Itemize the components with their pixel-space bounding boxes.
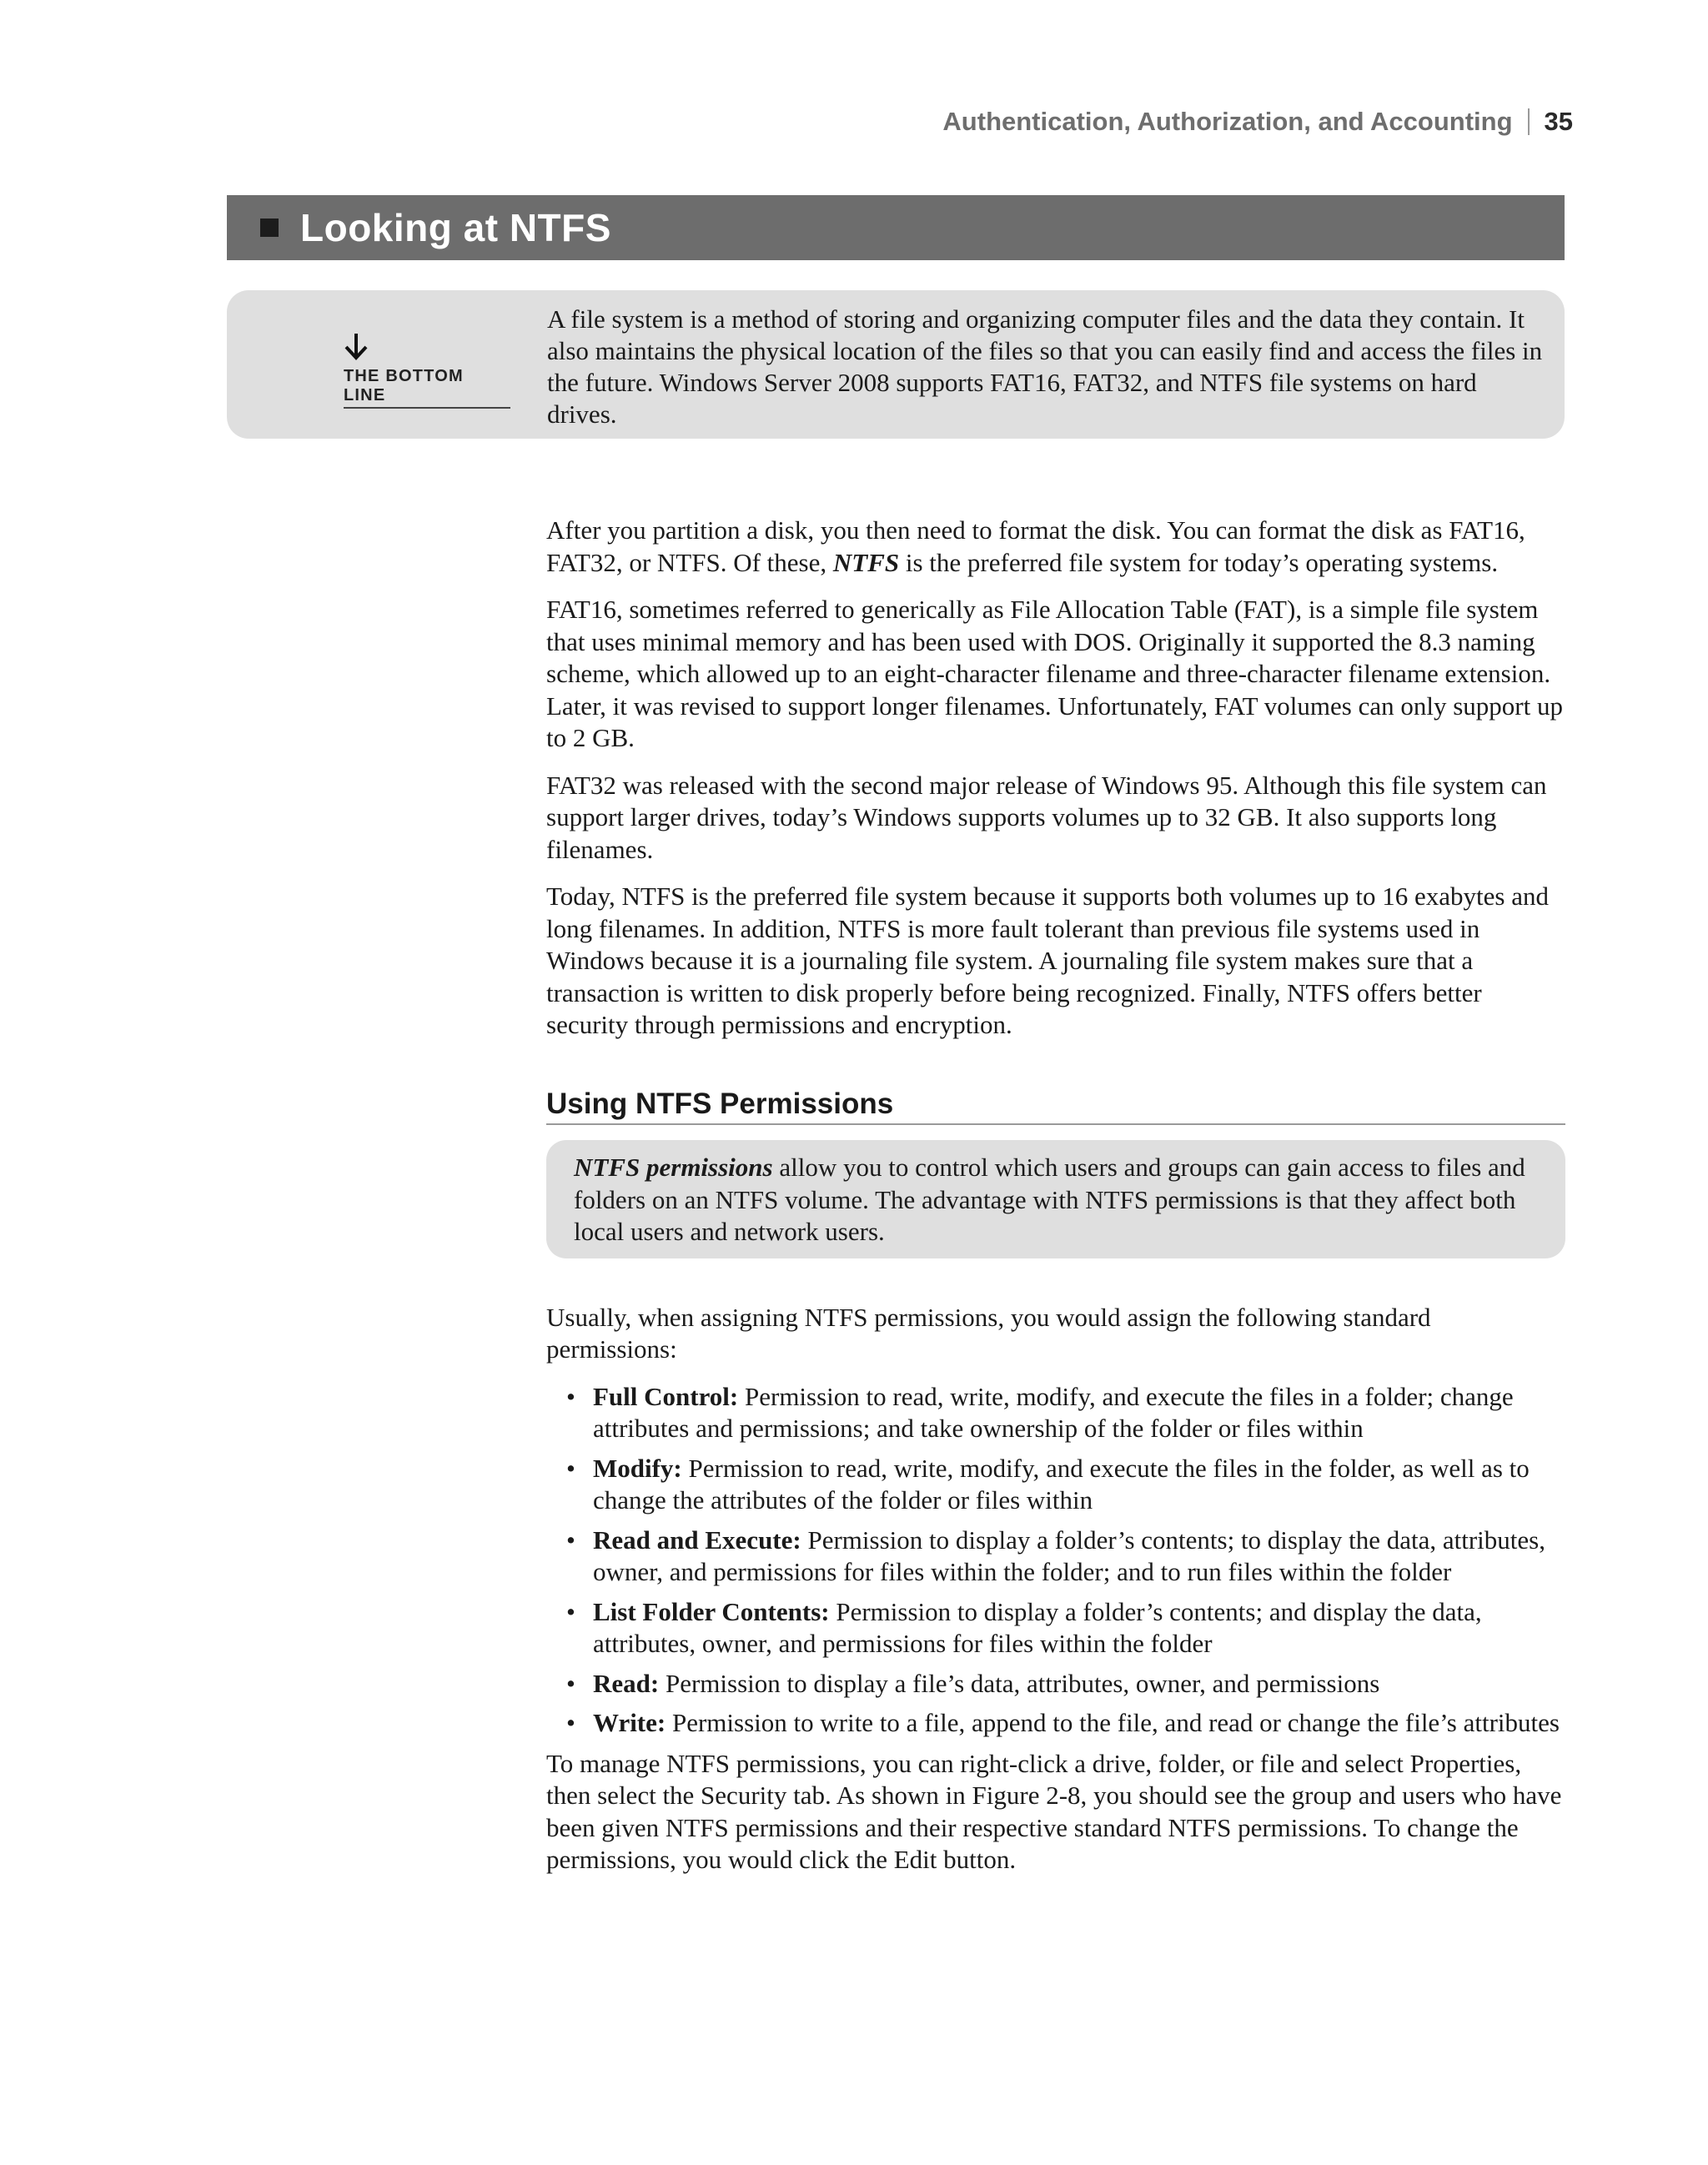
bullet-icon: • bbox=[566, 1668, 575, 1698]
section-title: Looking at NTFS bbox=[300, 206, 611, 249]
list-text: Permission to read, write, modify, and execute the files in the folder, as well as to change the attributes of the folder or files within bbox=[593, 1453, 1530, 1514]
running-title: Authentication, Authorization, and Accounting bbox=[942, 107, 1513, 136]
bullet-icon: • bbox=[566, 1525, 575, 1555]
paragraph: FAT32 was released with the second major release of Windows 95. Although this file system can support larger drives, today’s Windows supports volumes up to 32 GB. It also supports long filenames. bbox=[546, 770, 1547, 864]
list-text: Permission to read, write, modify, and execute the files in a folder; change attributes and permissions; and take ownership of the folder or files within bbox=[593, 1381, 1514, 1443]
permissions-list bbox=[546, 1381, 1565, 1740]
running-header bbox=[942, 107, 1573, 137]
list-item bbox=[566, 1381, 1565, 1445]
list-text: Permission to display a folder’s contents; to display the data, attributes, owner, and permissions for files within the folder; and to run files within the folder bbox=[593, 1525, 1545, 1586]
list-term: Write: bbox=[593, 1708, 666, 1737]
bottom-line-callout bbox=[227, 290, 1565, 439]
definition-body: allow you to control which users and groups can gain access to files and folders on an NTFS volume. The advantage with NTFS permissions is that they affect both local users and network users. bbox=[574, 1153, 1525, 1246]
list-text: Permission to display a folder’s contents; and display the data, attributes, owner, and permissions for files within the folder bbox=[593, 1596, 1482, 1658]
definition-text bbox=[574, 1152, 1532, 1248]
list-term: Read and Execute: bbox=[593, 1525, 801, 1555]
list-item bbox=[566, 1668, 1565, 1700]
list-term: Full Control: bbox=[593, 1381, 739, 1411]
paragraph-text: After you partition a disk, you then need to format the disk. You can format the disk as FAT16, FAT32, or NTFS. Of these, bbox=[546, 515, 1525, 577]
list-term: List Folder Contents: bbox=[593, 1596, 830, 1626]
bullet-icon: • bbox=[566, 1381, 575, 1411]
subsection-title: Using NTFS Permissions bbox=[546, 1088, 1565, 1126]
paragraph: Today, NTFS is the preferred file system because it supports both volumes up to 16 exabytes and long filenames. In addition, NTFS is more fault tolerant than previous file systems used in Windows because it is a journaling file system. A journaling file system makes sure that a transaction is written to disk properly before being recognized. Finally, NTFS offers better security through permissions and encryption. bbox=[546, 882, 1549, 1039]
page-number: 35 bbox=[1544, 107, 1573, 136]
paragraph bbox=[546, 515, 1565, 579]
section-heading-bar bbox=[227, 195, 1565, 260]
list-item bbox=[566, 1453, 1565, 1517]
paragraph: To manage NTFS permissions, you can right-click a drive, folder, or file and select Properties, then select the Security tab. As shown in Figure 2-8, you should see the group and users who have been given NTFS permissions and their respective standard NTFS permissions. To change the permissions, you would click the Edit button. bbox=[546, 1748, 1562, 1874]
list-term: Modify: bbox=[593, 1453, 682, 1483]
bottom-line-label bbox=[344, 332, 510, 409]
header-divider bbox=[1528, 108, 1530, 135]
main-content bbox=[546, 515, 1565, 1891]
bullet-icon: • bbox=[566, 1596, 575, 1626]
square-bullet-icon bbox=[260, 219, 279, 237]
paragraph-text: is the preferred file system for today’s operating systems. bbox=[899, 547, 1499, 577]
bottom-line-summary: A file system is a method of storing and organizing computer files and the data they contain. It also maintains the physical location of the files so that you can easily find and access the files in the future. Windows Server 2008 supports FAT16, FAT32, and NTFS file systems on hard drives. bbox=[547, 304, 1543, 429]
list-term: Read: bbox=[593, 1668, 660, 1698]
down-arrow-icon bbox=[344, 332, 369, 360]
paragraph: Usually, when assigning NTFS permissions, you would assign the following standard permissions: bbox=[546, 1302, 1431, 1364]
bullet-icon: • bbox=[566, 1708, 575, 1737]
list-item bbox=[566, 1525, 1565, 1589]
list-text: Permission to write to a file, append to the file, and read or change the file’s attributes bbox=[666, 1708, 1560, 1737]
key-term: NTFS bbox=[832, 547, 900, 577]
key-term: NTFS permissions bbox=[574, 1153, 773, 1182]
bottom-line-text: THE BOTTOM LINE bbox=[344, 367, 510, 409]
list-item bbox=[566, 1707, 1565, 1740]
list-item bbox=[566, 1596, 1565, 1660]
list-text: Permission to display a file’s data, attributes, owner, and permissions bbox=[659, 1668, 1380, 1698]
definition-callout bbox=[546, 1140, 1565, 1258]
paragraph: FAT16, sometimes referred to generically as File Allocation Table (FAT), is a simple file system that uses minimal memory and has been used with DOS. Originally it supported the 8.3 naming scheme, which allowed up to an eight-character filename and three-character filename extension. Later, it was revised to support longer filenames. Unfortunately, FAT volumes can only support up to 2 GB. bbox=[546, 595, 1563, 752]
bullet-icon: • bbox=[566, 1453, 575, 1483]
